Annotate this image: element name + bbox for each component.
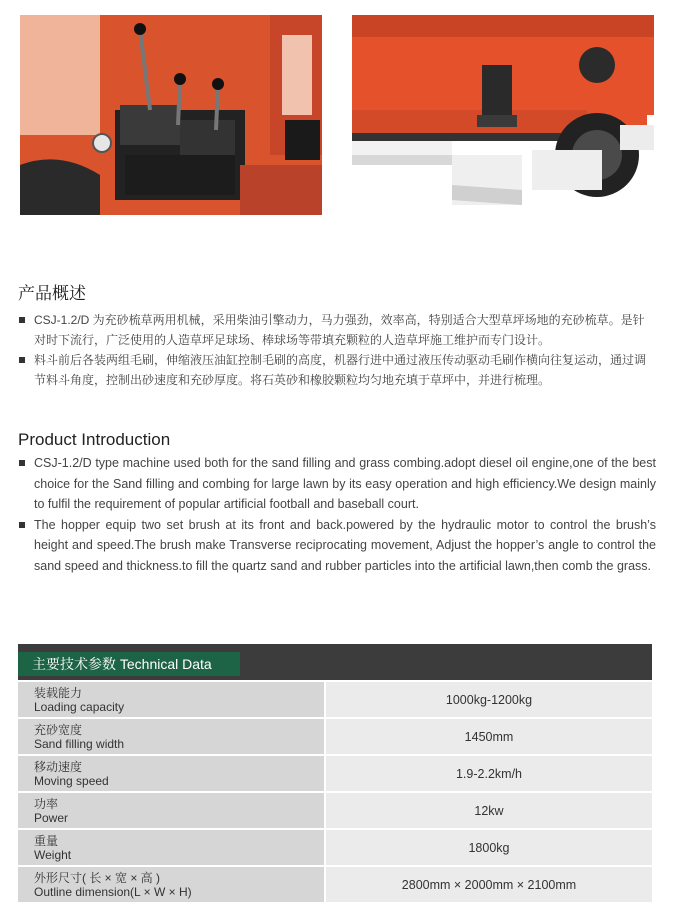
- brush-assembly-photo: [352, 15, 654, 215]
- technical-data-header: [18, 644, 652, 680]
- spec-label-en: Power: [34, 810, 69, 825]
- product-introduction-heading: Product Introduction: [18, 430, 171, 449]
- spec-row: [18, 719, 652, 754]
- spec-label-cn: 重量: [34, 833, 59, 848]
- control-levers-image: [20, 15, 322, 215]
- overview-item-cn: CSJ-1.2/D 为充砂梳草两用机械，采用柴油引擎动力，马力强劲，效率高，特别适合大型草坪场地的充砂梳草。是针对时下流行，广泛使用的人造草坪足球场、棒球场等带填充颗粒的人造草坪施工维护而专门设计。: [18, 310, 656, 350]
- spec-value: 1000kg-1200kg: [326, 682, 652, 717]
- spec-row: [18, 793, 652, 828]
- spec-row: [18, 830, 652, 865]
- spec-label-cn: 功率: [34, 796, 59, 811]
- spec-value: 12kw: [326, 793, 652, 828]
- product-overview-list-cn: [18, 310, 656, 390]
- spec-label-en: Loading capacity: [34, 699, 125, 714]
- introduction-item: The hopper equip two set brush at its front and back.powered by the hydraulic motor to control the brush’s height and speed.The brush make Transverse reciprocating movement, Adjust the hopper’s angle to control the sand speed and thickness.to fill the quartz sand and rubber particles into the artificial lawn,then comb the grass.: [18, 515, 656, 577]
- spec-value: 1.9-2.2km/h: [326, 756, 652, 791]
- spec-label-cn: 充砂宽度: [34, 722, 83, 737]
- spec-label: [18, 719, 324, 754]
- brush-assembly-image: [352, 15, 654, 215]
- spec-row: [18, 867, 652, 902]
- spec-label: [18, 867, 324, 902]
- overview-item-cn: 料斗前后各装两组毛刷，伸缩液压油缸控制毛刷的高度，机器行进中通过液压传动驱动毛刷作横向往复运动，通过调节料斗角度，控制出砂速度和充砂厚度。将石英砂和橡胶颗粒均匀地充填于草坪中，并进行梳理。: [18, 350, 656, 390]
- spec-label-en: Sand filling width: [34, 736, 125, 751]
- spec-label-en: Outline dimension(L × W × H): [34, 884, 192, 899]
- spec-label-en: Moving speed: [34, 773, 109, 788]
- technical-data-table: [18, 682, 652, 904]
- spec-label: [18, 682, 324, 717]
- spec-value: 1800kg: [326, 830, 652, 865]
- spec-label-cn: 装载能力: [34, 685, 83, 700]
- spec-label-cn: 外形尺寸( 长 × 宽 × 高 ): [34, 870, 161, 885]
- product-introduction-list: [18, 453, 656, 576]
- spec-label-en: Weight: [34, 847, 72, 862]
- spec-label: [18, 793, 324, 828]
- spec-label: [18, 830, 324, 865]
- spec-row: [18, 756, 652, 791]
- technical-data-title: 主要技术参数 Technical Data: [18, 652, 240, 676]
- spec-value: 1450mm: [326, 719, 652, 754]
- spec-row: [18, 682, 652, 717]
- introduction-item: CSJ-1.2/D type machine used both for the sand filling and grass combing.adopt diesel oil engine,one of the best choice for the Sand filling and combing for large lawn by its easy operation and high efficiency.We design mainly to fulfil the requirement of popular artificial football and baseball court.: [18, 453, 656, 515]
- control-levers-photo: [20, 15, 322, 215]
- spec-value: 2800mm × 2000mm × 2100mm: [326, 867, 652, 902]
- spec-label: [18, 756, 324, 791]
- spec-label-cn: 移动速度: [34, 759, 83, 774]
- product-overview-heading-cn: 产品概述: [18, 284, 86, 303]
